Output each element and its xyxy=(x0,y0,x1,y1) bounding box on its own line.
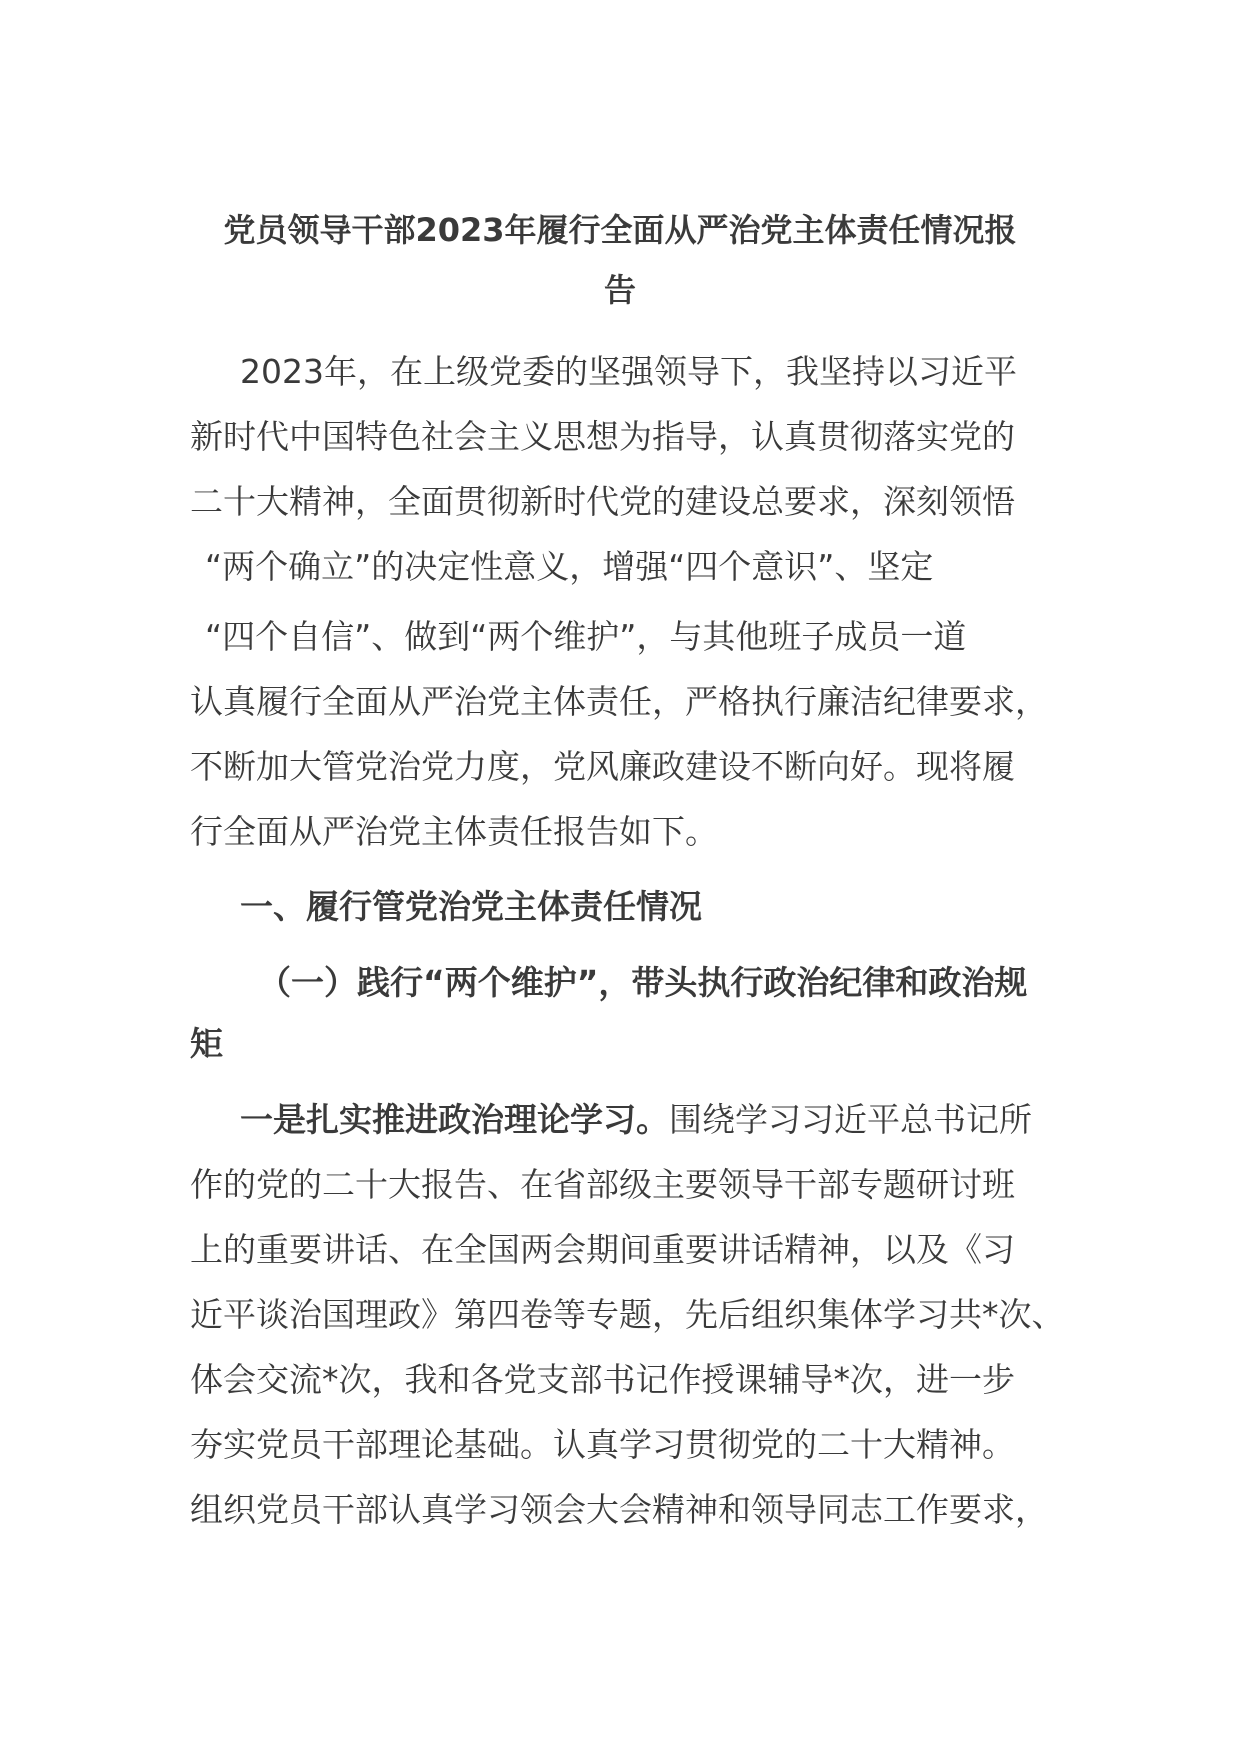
subsection-heading-line-1: （一）践行“两个维护”，带头执行政治纪律和政治规 xyxy=(258,963,1028,1002)
document-title-line-2: 告 xyxy=(603,271,636,309)
paragraph-text: 围绕学习习近平总书记所 xyxy=(669,1100,1032,1139)
intro-line: 新时代中国特色社会主义思想为指导，认真贯彻落实党的 xyxy=(190,417,1015,456)
paragraph-line: 体会交流*次，我和各党支部书记作授课辅导*次，进一步 xyxy=(190,1360,1015,1399)
intro-line: “四个自信”、做到“两个维护”，与其他班子成员一道 xyxy=(205,617,967,656)
paragraph-line: 夯实党员干部理论基础。认真学习贯彻党的二十大精神。 xyxy=(190,1425,1015,1464)
paragraph-line: 组织党员干部认真学习领会大会精神和领导同志工作要求， xyxy=(190,1490,1048,1529)
intro-line: “两个确立”的决定性意义，增强“四个意识”、坚定 xyxy=(205,547,934,586)
intro-line: 2023年，在上级党委的坚强领导下，我坚持以习近平 xyxy=(240,352,1017,391)
intro-line: 不断加大管党治党力度，党风廉政建设不断向好。现将履 xyxy=(190,747,1015,786)
subsection-heading-line-2: 矩 xyxy=(190,1024,223,1063)
paragraph-first-line xyxy=(240,1098,1032,1142)
paragraph-line: 作的党的二十大报告、在省部级主要领导干部专题研讨班 xyxy=(190,1165,1015,1204)
paragraph-line: 上的重要讲话、在全国两会期间重要讲话精神，以及《习 xyxy=(190,1230,1015,1269)
paragraph-lead: 一是扎实推进政治理论学习。 xyxy=(240,1100,669,1139)
intro-line: 二十大精神，全面贯彻新时代党的建设总要求，深刻领悟 xyxy=(190,482,1015,521)
section-heading: 一、履行管党治党主体责任情况 xyxy=(240,887,702,926)
paragraph-line: 近平谈治国理政》第四卷等专题，先后组织集体学习共*次、 xyxy=(190,1295,1065,1334)
intro-line: 行全面从严治党主体责任报告如下。 xyxy=(190,812,718,851)
document-title-line-1: 党员领导干部2023年履行全面从严治党主体责任情况报 xyxy=(223,211,1017,249)
intro-line: 认真履行全面从严治党主体责任，严格执行廉洁纪律要求， xyxy=(190,682,1048,721)
